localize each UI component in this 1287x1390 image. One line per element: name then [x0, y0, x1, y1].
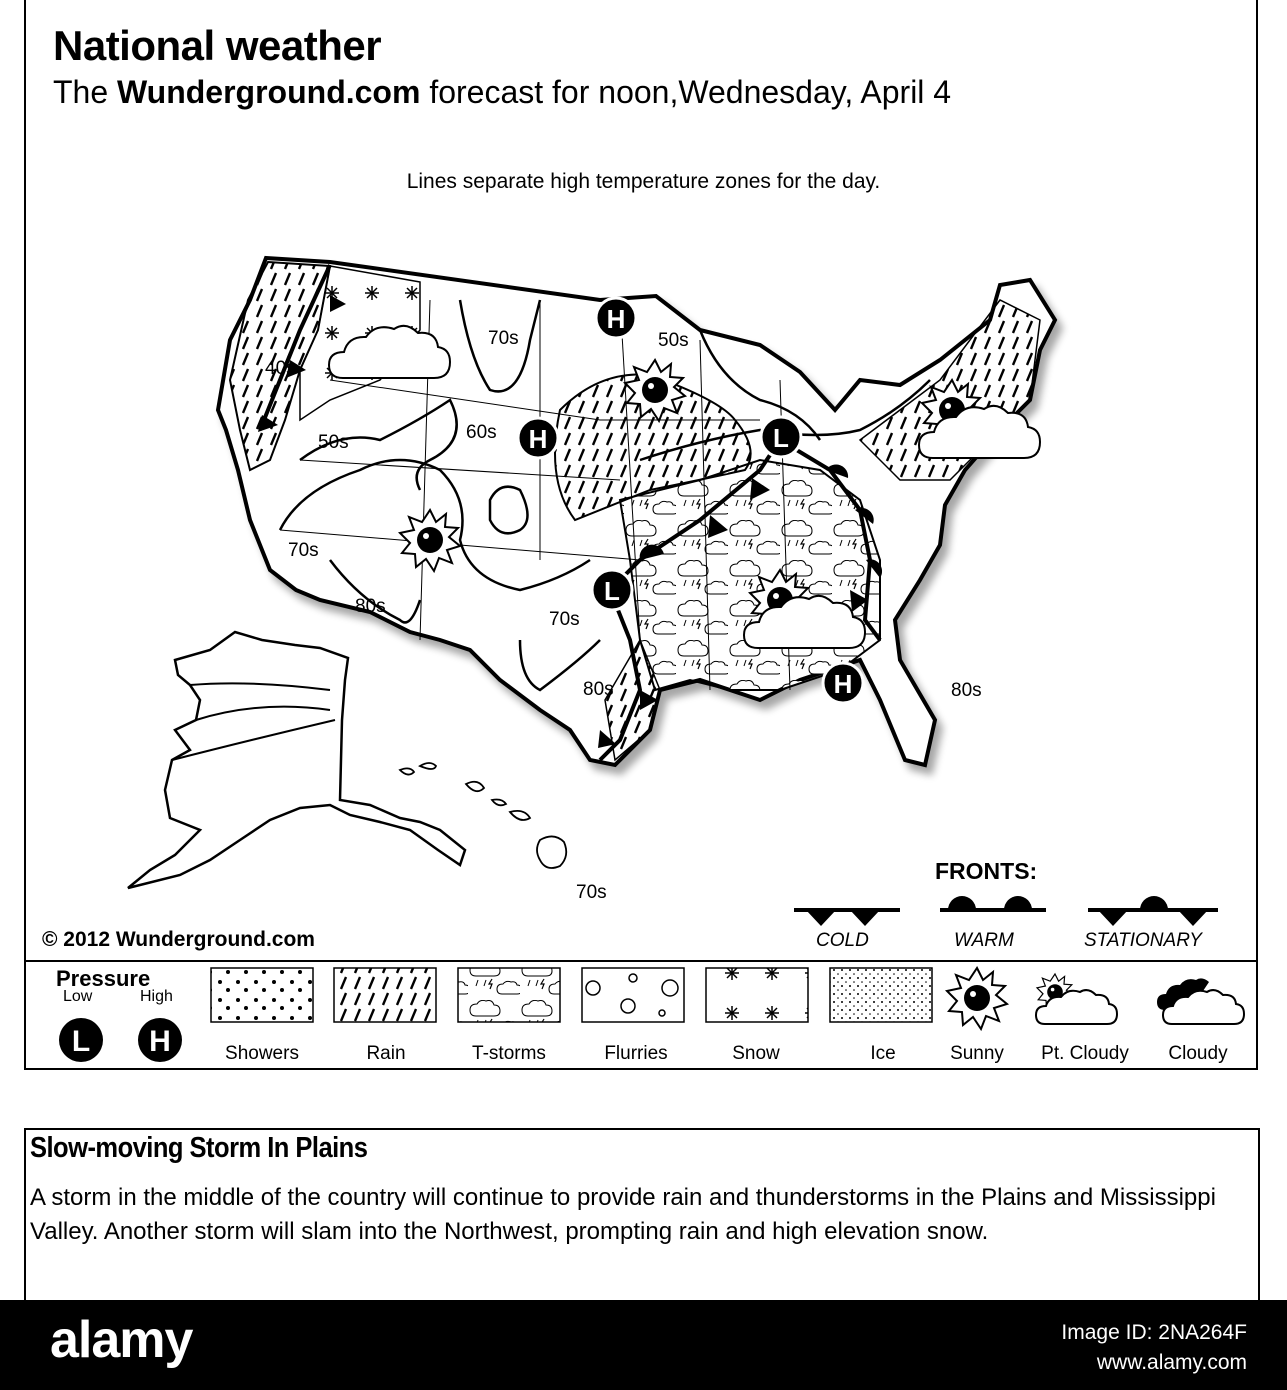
legend-ptcloudy-icon	[1036, 974, 1117, 1024]
brand-name: Wunderground.com	[117, 74, 421, 110]
cold-front-legend-icon	[794, 910, 900, 926]
high-pressure-south	[823, 663, 863, 703]
temp-50s-west: 50s	[318, 432, 349, 453]
legend-cloudy-label: Cloudy	[1168, 1043, 1228, 1064]
svg-text:H: H	[833, 669, 853, 699]
stock-id	[1061, 1318, 1247, 1378]
temp-70s-north: 70s	[488, 328, 519, 349]
hawaii-islands	[400, 763, 566, 868]
page-subtitle: The Wunderground.com forecast for noon,Wednesday, April 4	[53, 74, 952, 110]
legend-ice-swatch	[830, 968, 932, 1022]
svg-text:L: L	[604, 576, 620, 606]
temp-70s-tx: 70s	[549, 609, 580, 630]
tstorm-region	[620, 460, 880, 690]
legend-rain-swatch	[334, 968, 436, 1022]
legend-snow-label: Snow	[732, 1043, 780, 1064]
temp-40s-nw: 40s	[265, 358, 296, 379]
legend-sunny-label: Sunny	[950, 1043, 1004, 1064]
legend-showers-label: Showers	[225, 1043, 299, 1064]
high-pressure-ne	[518, 418, 558, 458]
svg-text:H: H	[149, 1025, 171, 1058]
legend-high-icon	[138, 1018, 182, 1062]
legend-snow-swatch	[706, 968, 808, 1022]
svg-text:L: L	[71, 1025, 91, 1058]
stock-image-id: Image ID: 2NA264F	[1061, 1321, 1247, 1344]
page-title: National weather	[53, 22, 382, 69]
legend-cloudy-icon	[1157, 978, 1244, 1024]
svg-text:H: H	[528, 424, 548, 454]
temp-80s-tx: 80s	[583, 679, 614, 700]
svg-text:H: H	[606, 304, 626, 334]
warm-front-legend-icon	[940, 896, 1046, 910]
legend-flurries-label: Flurries	[604, 1043, 668, 1064]
temp-80s-fl: 80s	[951, 680, 982, 701]
legend-high-label: High	[140, 988, 173, 1005]
legend-tstorms-label: T-storms	[472, 1043, 546, 1064]
legend-tstorms-swatch	[458, 968, 560, 1022]
legend-showers-swatch	[211, 968, 313, 1022]
temp-hi-70s: 70s	[576, 882, 607, 903]
legend-low-label: Low	[63, 988, 93, 1005]
front-label-cold: COLD	[816, 930, 869, 951]
temp-80s-sw: 80s	[355, 596, 386, 617]
svg-text:L: L	[773, 423, 789, 453]
stock-logo: alamy	[50, 1311, 193, 1369]
fronts-title: FRONTS:	[935, 858, 1038, 884]
temp-70s-sw: 70s	[288, 540, 319, 561]
low-pressure-texas	[592, 570, 632, 610]
legend-sunny-icon	[947, 968, 1007, 1029]
map-note: Lines separate high temperature zones for the day.	[406, 170, 881, 193]
legend-rain-label: Rain	[366, 1043, 406, 1064]
stock-site: www.alamy.com	[1096, 1351, 1247, 1374]
front-label-warm: WARM	[954, 930, 1014, 951]
story-body: A storm in the middle of the country will continue to provide rain and thunderstorms in the Plains and Mississippi Valley. Another storm will slam into the Northwest, prompting rain and high elevation snow.	[30, 1184, 1216, 1245]
copyright: © 2012 Wunderground.com	[42, 928, 315, 951]
alaska-outline	[128, 632, 465, 888]
legend-ice-label: Ice	[870, 1043, 896, 1064]
low-pressure-great-lakes	[761, 417, 801, 457]
temp-60s: 60s	[466, 422, 497, 443]
high-pressure-mn	[596, 298, 636, 338]
legend-flurries-swatch	[582, 968, 684, 1022]
story-headline: Slow-moving Storm In Plains	[30, 1132, 368, 1164]
legend-pressure-title: Pressure	[56, 966, 151, 991]
legend-ptcloudy-label: Pt. Cloudy	[1041, 1043, 1129, 1064]
legend-low-icon	[59, 1018, 103, 1062]
stationary-front-legend-icon	[1088, 896, 1218, 926]
front-label-stationary: STATIONARY	[1084, 930, 1202, 951]
temp-50s-ne: 50s	[658, 330, 689, 351]
